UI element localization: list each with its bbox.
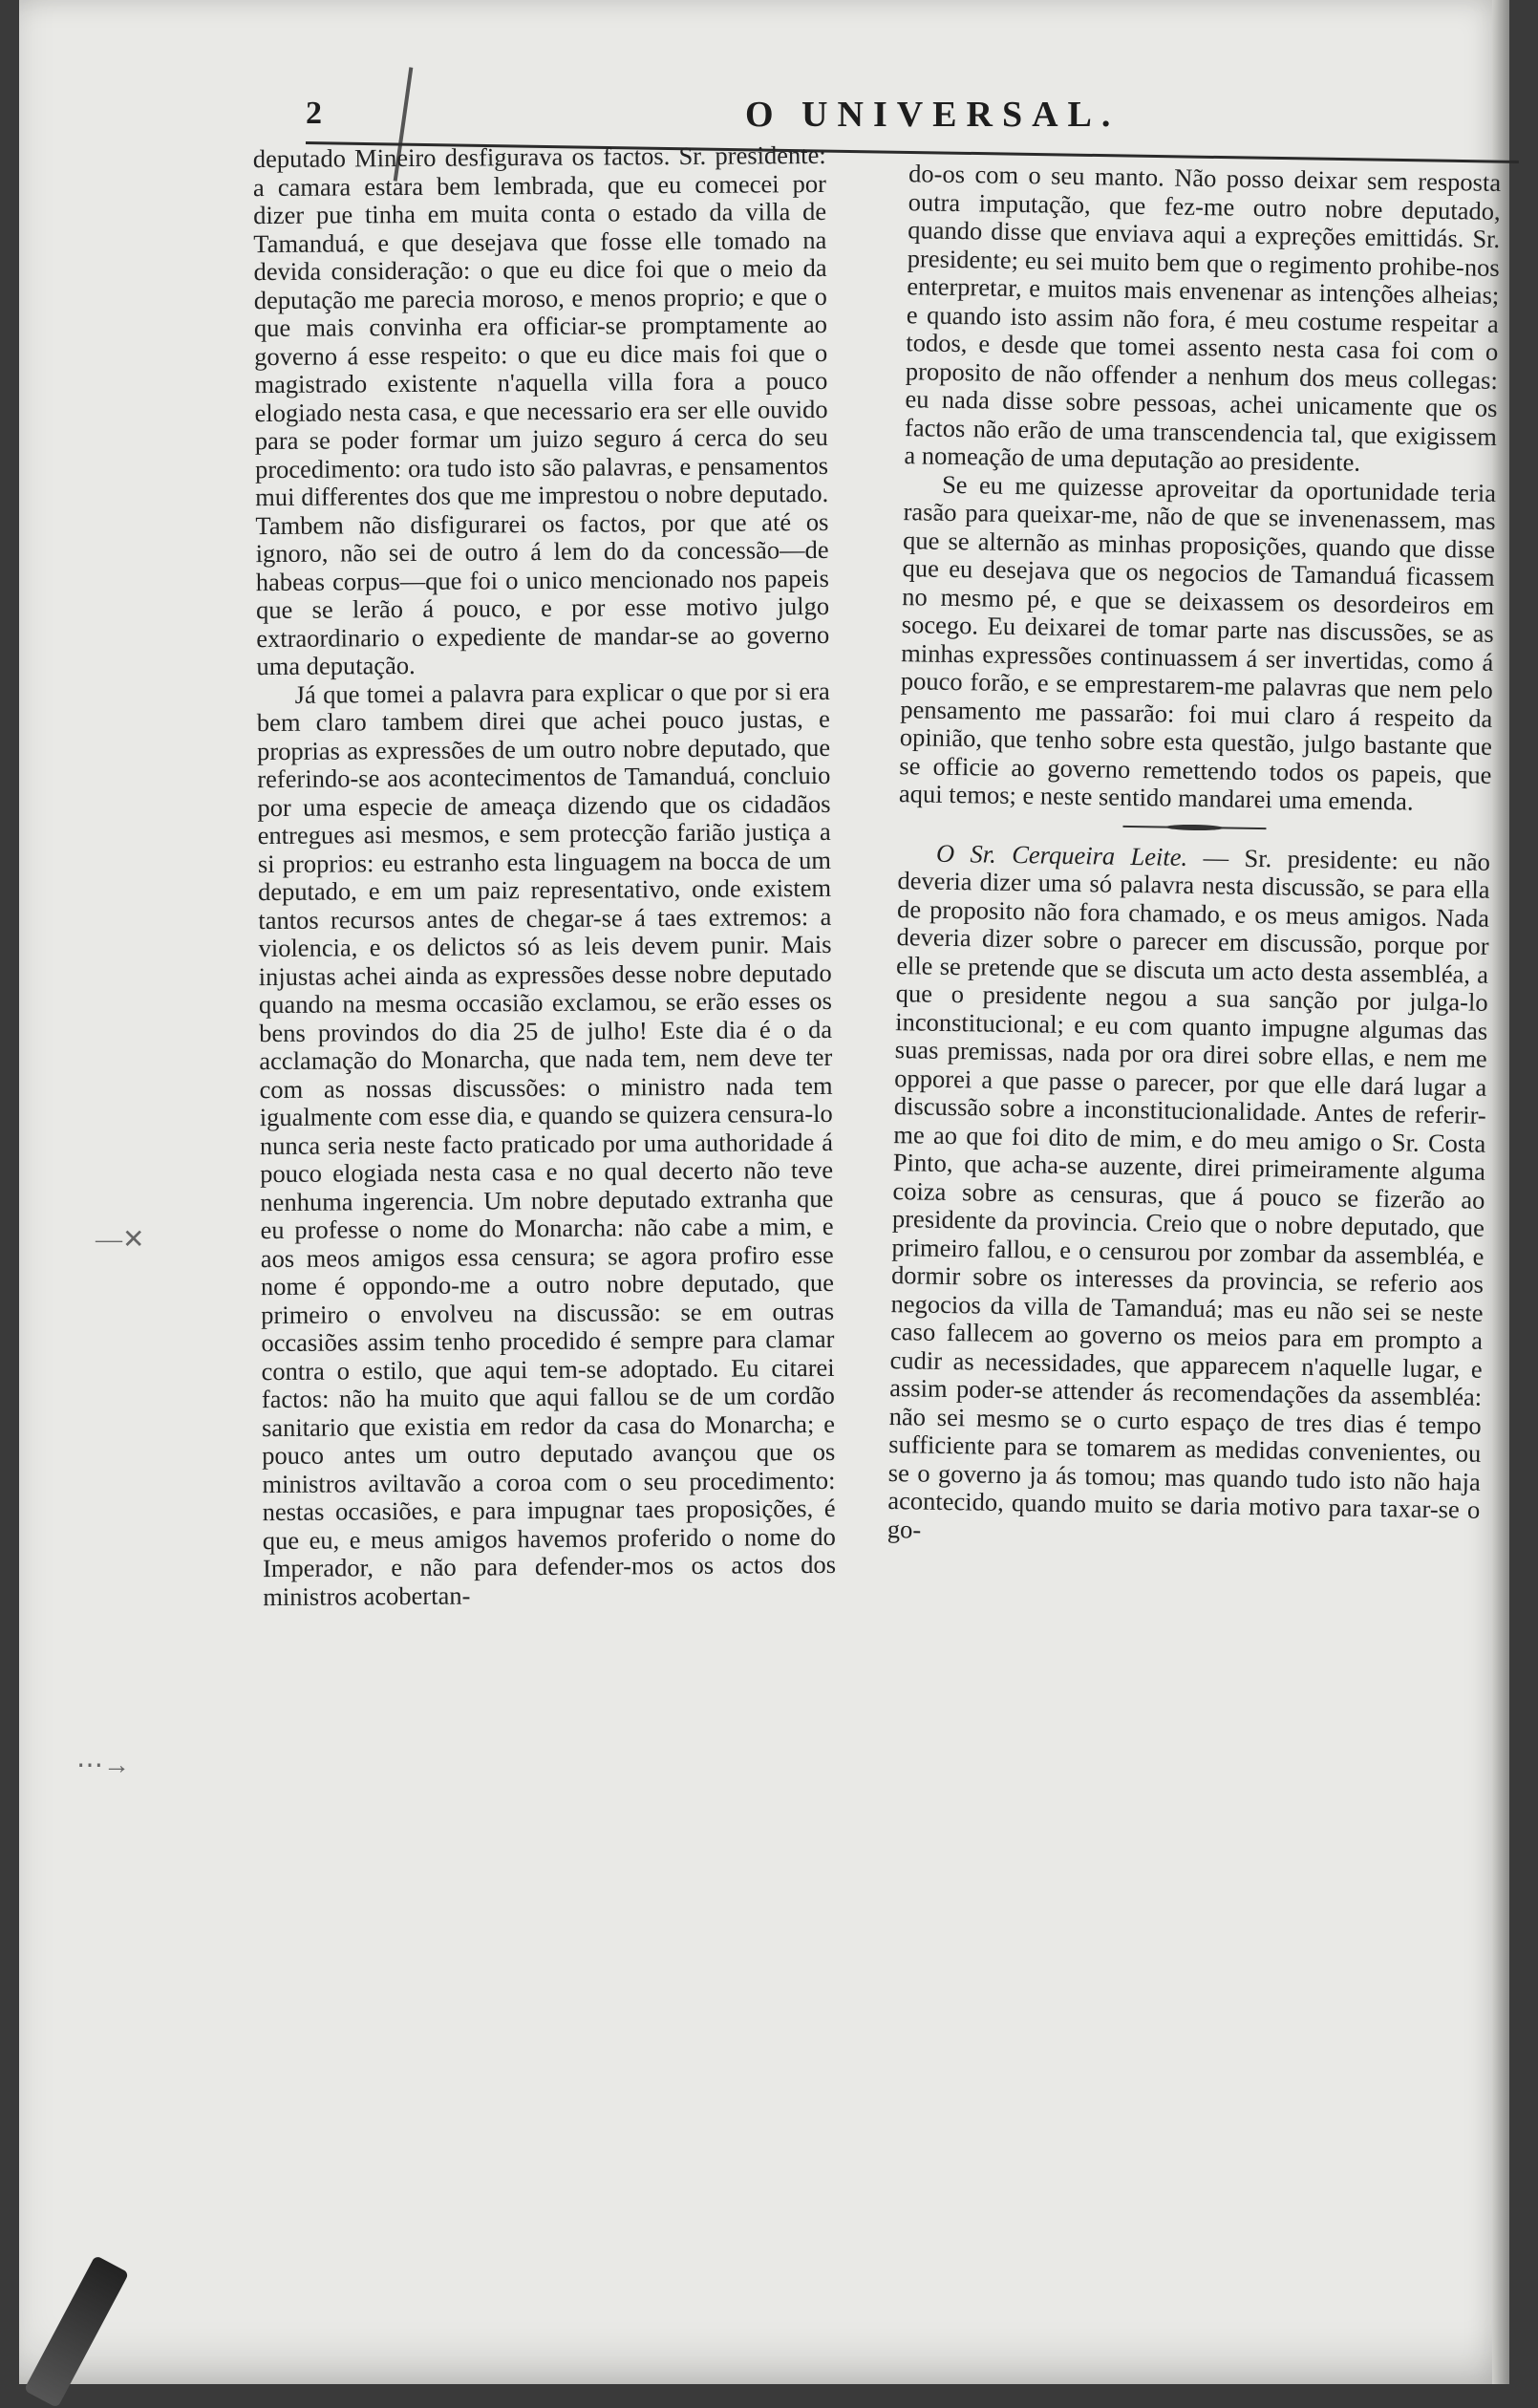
left-paragraph-1: deputado Mineiro desfigurava os factos. Sr. presidente: a camara estara bem lembrada, que eu comecei por dizer pue tinha em muita conta o estado da villa de Tamanduá, e que desejava que fosse elle tomado na devida consideração: o que eu dice foi que o meio da deputação me parecia moroso, e menos proprio; e que o que mais convinha era officiar-se promptamente ao governo á esse respeito: o que eu dice mais foi que o magistrado existente n'aquella villa fora a pouco elogiado nesta casa, e que necessario era ser elle ouvido para se poder formar um juizo seguro á cerca do seu procedimento: ora tudo isto são palavras, e pensamentos mui differentes dos que me imprestou o nobre deputado. Tambem não disfigurarei os factos, por que até os ignoro, não sei de outro á lem do da concessão—de habeas corpus—que foi o unico mencionado nos papeis que se lerão á pouco, e por esse motivo julgo extraordinario o expediente de mandar-se ao governo uma deputação. (252, 140, 830, 681)
left-column (253, 141, 837, 1611)
margin-annotation-1: —✕ (96, 1225, 145, 1255)
newspaper-page (19, 0, 1509, 2384)
right-paragraph-2: Se eu me quizesse aproveitar da oportunidade teria rasão para queixar-me, não de que se invenenassem, mas que se alternão as minhas proposições, quando que disse que eu desejava que os negocios de Tamanduá ficassem no mesmo pé, e que se deixassem os desordeiros em socego. Eu deixarei de tomar parte nas discussões, se as minhas expressões continuassem á ser invertidas, como á pouco forão, e se emprestarem-me palavras que nem pelo pensamento me passarão: foi mui claro á respeito da opinião, que tenho sobre esta questão, julgo bastante que se officie ao governo remettendo todos os papeis, que aqui temos; e neste sentido mandarei uma emenda. (898, 469, 1497, 816)
right-paragraph-3 (887, 839, 1491, 1553)
page-header (306, 88, 1356, 145)
running-title: O UNIVERSAL. (745, 95, 1121, 135)
speaker-text: — Sr. presidente: eu não deveria dizer uma só palavra nesta discussão, se para ella de proposito não fora chamado, e os meus amigos. Nada deveria dizer sobre o parecer em discussão, porque por elle se pretende que se discuta um acto desta assembléa, a que o presidente negou a sua sanção por julga-lo inconstitucional; e eu com quanto impugne algumas das suas premissas, nada por ora direi sobre ellas, e nem me opporei a que passe o parecer, por que elle dará lugar a discussão sobre a inconstitucionalidade. Antes de referir-me ao que foi dito de mim, e do meu amigo o Sr. Costa Pinto, que acha-se auzente, direi primeiramente alguma coiza sobre as censuras, que á pouco se fizerão ao presidente da provincia. Creio que o nobre deputado, que primeiro fallou, e o censurou por zombar da assembléa, e dormir sobre os interesses da provincia, se referio aos negocios da villa de Tamanduá; mas eu não sei se neste caso fallecem ao governo os meios para em prompto a cudir as necessidades, que apparecem n'aquelle lugar, e assim poder-se attender ás recomendações da assembléa: não sei mesmo se o curto espaço de tres dias é tempo sufficiente para se tomarem as medidas convenientes, ou se o governo ja ás tomou; mas quando tudo isto não haja acontecido, quando muito se daria motivo para taxar-se o go- (886, 842, 1491, 1544)
left-paragraph-2: Já que tomei a palavra para explicar o que por si era bem claro tambem direi que achei pouco justas, e proprias as expressões de um outro nobre deputado, que referindo-se aos acontecimentos de Tamanduá, concluio por uma especie de ameaça dizendo que os cidadãos entregues asi mesmos, e sem protecção farião justiça a si proprios: eu estranho esta linguagem na bocca de um deputado, e em um paiz representativo, onde existem tantos recursos antes de chegar-se á taes extremos: a violencia, e os delictos só as leis devem punir. Mais injustas achei ainda as expressões desse nobre deputado quando na mesma occasião exclamou, se erão esses os bens provindos do dia 25 de julho! Este dia é o da acclamação do Monarcha, que nada tem, nem deve ter com as nossas discussões: o ministro nada tem igualmente com esse dia, e quando se quizera censura-lo nunca seria neste facto praticado por uma authoridade á pouco elogiada nesta casa e no qual decerto não teve nenhuma ingerencia. Um nobre deputado extranha que eu professe o nome do Monarcha: não cabe a mim, e aos meos amigos essa censura; se agora profiro esse nome é oppondo-me a outro nobre deputado, que primeiro o envolveu na discussão: se em outras occasiões assim tenho procedido é sempre para clamar contra o estilo, que aqui tem-se adoptado. Eu citarei factos: não ha muito que aqui fallou se de um cordão sanitario que existia em redor da casa do Monarcha; e pouco antes um outro deputado avançou que os ministros aviltavão a coroa com o seu procedimento: nestas occasiões, e para impugnar taes proposições, é que eu, e meus amigos havemos proferido o nome do Imperador, e não para defender-mos os actos dos ministros acobertan- (256, 676, 837, 1611)
right-paragraph-1: do-os com o seu manto. Não posso deixar sem resposta outra imputação, que fez-me outro nobre deputado, quando disse que enviava aqui a expreções emittidás. Sr. presidente; eu sei muito bem que o regimento prohibe-nos enterpretar, e muitos mais envenenar as intenções alheias; e quando isto assim não fora, é meu costume respeitar a todos, e desde que tomei assento nesta casa foi com o proposito de não offender a nenhum dos meus collegas: eu nada disse sobre pessoas, achei unicamente que os factos não erão de uma transcendencia tal, que exigissem a nomeação de uma deputação ao presidente. (904, 159, 1502, 477)
section-separator (1122, 823, 1266, 830)
margin-annotation-2: ⋯→ (76, 1751, 130, 1780)
right-column (887, 160, 1502, 1553)
speaker-label: O Sr. Cerqueira Leite. (935, 838, 1188, 871)
page-number: 2 (306, 96, 322, 131)
